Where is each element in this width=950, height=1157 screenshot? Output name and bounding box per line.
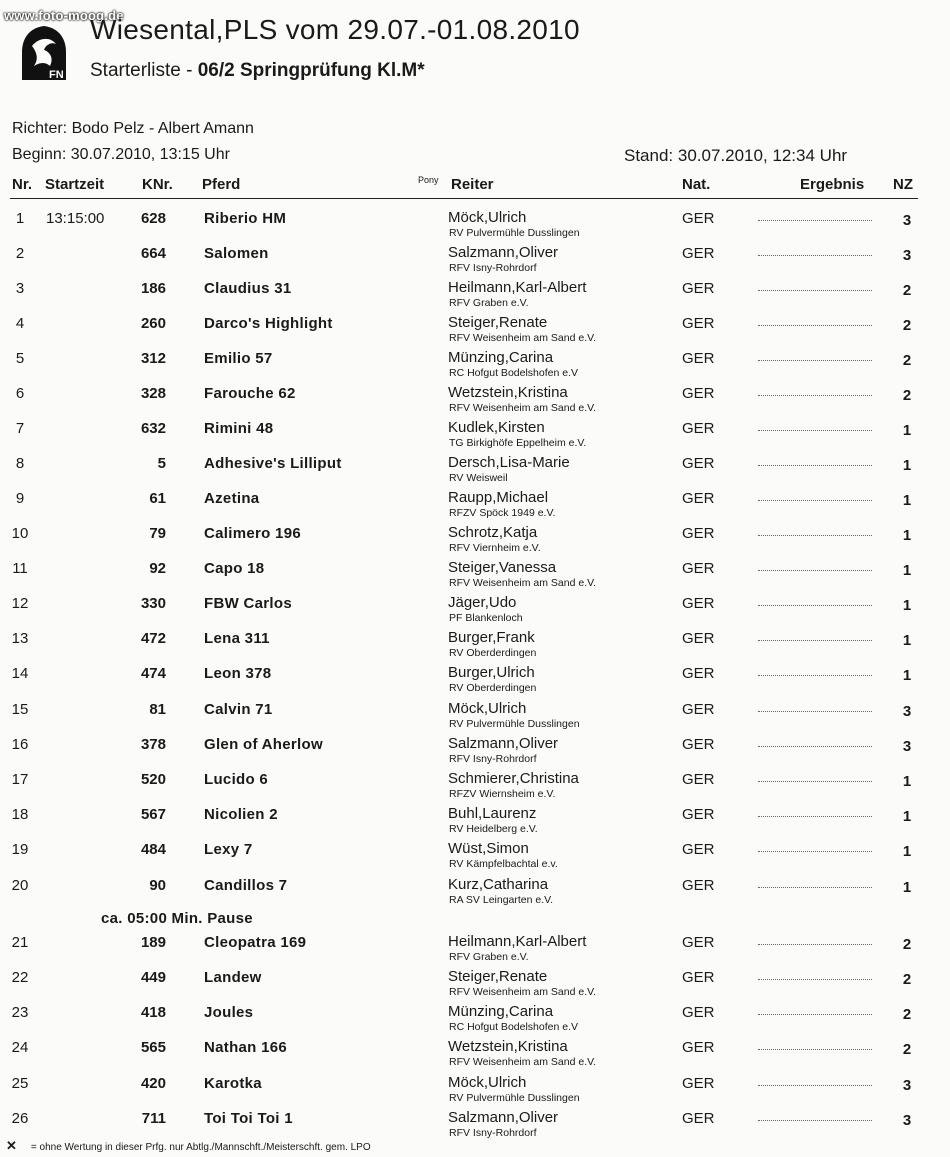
row-number: 1 — [15, 210, 25, 227]
row-club-name: RV Pulvermühle Dusslingen — [449, 1092, 580, 1104]
row-number: 10 — [11, 525, 29, 542]
row-nationality: GER — [682, 560, 715, 577]
row-club-name: RV Heidelberg e.V. — [449, 823, 538, 835]
table-row — [0, 420, 950, 456]
judges-line: Richter: Bodo Pelz - Albert Amann — [12, 120, 254, 137]
row-nz: 3 — [902, 1112, 912, 1129]
row-club-name: RFV Isny-Rohrdorf — [449, 1127, 537, 1139]
row-horse-name: Salomen — [204, 245, 269, 262]
row-horse-name: Emilio 57 — [204, 350, 273, 367]
row-head-number: 330 — [140, 595, 166, 612]
row-head-number: 5 — [157, 455, 166, 472]
subtitle-prefix: Starterliste - — [90, 60, 198, 81]
row-horse-name: Candillos 7 — [204, 877, 288, 894]
row-head-number: 565 — [140, 1039, 166, 1056]
row-result-field — [758, 640, 872, 641]
row-head-number: 312 — [140, 350, 166, 367]
row-horse-name: Karotka — [204, 1075, 262, 1092]
row-nz: 2 — [902, 936, 912, 953]
row-number: 5 — [15, 350, 25, 367]
row-number: 6 — [15, 385, 25, 402]
row-nz: 1 — [902, 667, 912, 684]
row-nz: 2 — [902, 1041, 912, 1058]
row-head-number: 378 — [140, 736, 166, 753]
col-header-nz: NZ — [893, 176, 913, 193]
row-horse-name: Adhesive's Lilliput — [204, 455, 342, 472]
table-row — [0, 630, 950, 666]
row-number: 18 — [11, 806, 29, 823]
row-rider-name: Burger,Frank — [448, 629, 535, 646]
row-nationality: GER — [682, 350, 715, 367]
row-horse-name: Claudius 31 — [204, 280, 292, 297]
row-rider-name: Möck,Ulrich — [448, 700, 527, 717]
row-number: 20 — [11, 877, 29, 894]
table-row — [0, 934, 950, 970]
row-number: 14 — [11, 665, 29, 682]
footer-note — [6, 1138, 371, 1154]
row-result-field — [758, 781, 872, 782]
row-number: 24 — [11, 1039, 29, 1056]
row-number: 22 — [11, 969, 29, 986]
row-number: 7 — [15, 420, 25, 437]
row-rider-name: Salzmann,Oliver — [448, 244, 559, 261]
row-head-number: 449 — [140, 969, 166, 986]
row-rider-name: Heilmann,Karl-Albert — [448, 933, 587, 950]
row-rider-name: Burger,Ulrich — [448, 664, 535, 681]
row-nationality: GER — [682, 315, 715, 332]
col-header-reiter: Reiter — [451, 176, 494, 193]
row-nationality: GER — [682, 701, 715, 718]
row-horse-name: Rimini 48 — [204, 420, 274, 437]
row-head-number: 61 — [149, 490, 166, 507]
row-nz: 1 — [902, 879, 912, 896]
row-rider-name: Kurz,Catharina — [448, 876, 549, 893]
row-club-name: TG Birkighöfe Eppelheim e.V. — [449, 437, 587, 449]
row-result-field — [758, 746, 872, 747]
row-rider-name: Möck,Ulrich — [448, 209, 527, 226]
row-head-number: 79 — [149, 525, 166, 542]
row-nz: 1 — [902, 562, 912, 579]
row-nz: 2 — [902, 971, 912, 988]
row-result-field — [758, 290, 872, 291]
row-rider-name: Wetzstein,Kristina — [448, 1038, 568, 1055]
row-rider-name: Salzmann,Oliver — [448, 1109, 559, 1126]
row-horse-name: Riberio HM — [204, 210, 287, 227]
row-club-name: RFZV Spöck 1949 e.V. — [449, 507, 556, 519]
row-rider-name: Wetzstein,Kristina — [448, 384, 568, 401]
row-nationality: GER — [682, 210, 715, 227]
row-rider-name: Schmierer,Christina — [448, 770, 579, 787]
col-header-knr: KNr. — [142, 176, 173, 193]
row-head-number: 472 — [140, 630, 166, 647]
row-nz: 2 — [902, 317, 912, 334]
row-rider-name: Buhl,Laurenz — [448, 805, 537, 822]
table-row — [0, 315, 950, 351]
row-number: 21 — [11, 934, 29, 951]
row-result-field — [758, 1120, 872, 1121]
row-club-name: PF Blankenloch — [449, 612, 523, 624]
row-horse-name: Nicolien 2 — [204, 806, 278, 823]
row-rider-name: Dersch,Lisa-Marie — [448, 454, 570, 471]
row-nationality: GER — [682, 1075, 715, 1092]
row-nz: 3 — [902, 247, 912, 264]
row-nz: 3 — [902, 738, 912, 755]
table-row — [0, 1075, 950, 1111]
row-head-number: 260 — [140, 315, 166, 332]
table-row — [0, 1039, 950, 1075]
row-nz: 1 — [902, 773, 912, 790]
row-number: 16 — [11, 736, 29, 753]
table-row — [0, 490, 950, 526]
table-row — [0, 385, 950, 421]
row-head-number: 484 — [140, 841, 166, 858]
watermark: www.foto-moog.de — [4, 8, 124, 23]
row-number: 9 — [15, 490, 25, 507]
row-nz: 1 — [902, 632, 912, 649]
footer-text: = ohne Wertung in dieser Prfg. nur Abtlg./Mannschft./Meisterschft. gem. LPO — [30, 1142, 371, 1153]
row-nationality: GER — [682, 771, 715, 788]
table-row — [0, 841, 950, 877]
row-horse-name: Calimero 196 — [204, 525, 301, 542]
row-result-field — [758, 220, 872, 221]
row-rider-name: Steiger,Vanessa — [448, 559, 557, 576]
row-rider-name: Heilmann,Karl-Albert — [448, 279, 587, 296]
row-club-name: RV Weisweil — [449, 472, 508, 484]
row-nz: 2 — [902, 387, 912, 404]
row-horse-name: Calvin 71 — [204, 701, 273, 718]
row-rider-name: Münzing,Carina — [448, 1003, 554, 1020]
row-nz: 1 — [902, 492, 912, 509]
row-club-name: RFV Graben e.V. — [449, 951, 529, 963]
row-head-number: 632 — [140, 420, 166, 437]
row-horse-name: Nathan 166 — [204, 1039, 288, 1056]
row-rider-name: Jäger,Udo — [448, 594, 517, 611]
start-time-line: Beginn: 30.07.2010, 13:15 Uhr — [12, 146, 230, 163]
row-result-field — [758, 325, 872, 326]
row-nationality: GER — [682, 1039, 715, 1056]
row-nz: 1 — [902, 527, 912, 544]
row-nz: 1 — [902, 843, 912, 860]
row-nationality: GER — [682, 665, 715, 682]
row-head-number: 628 — [140, 210, 166, 227]
row-horse-name: Lexy 7 — [204, 841, 253, 858]
row-club-name: RFV Isny-Rohrdorf — [449, 753, 537, 765]
row-result-field — [758, 570, 872, 571]
row-rider-name: Steiger,Renate — [448, 968, 548, 985]
row-nz: 2 — [902, 282, 912, 299]
row-nz: 3 — [902, 1077, 912, 1094]
row-number: 15 — [11, 701, 29, 718]
row-result-field — [758, 816, 872, 817]
row-nz: 1 — [902, 808, 912, 825]
row-nationality: GER — [682, 420, 715, 437]
row-number: 19 — [11, 841, 29, 858]
exclusion-icon: ✕ — [6, 1138, 17, 1153]
table-row — [0, 350, 950, 386]
row-result-field — [758, 500, 872, 501]
row-nationality: GER — [682, 736, 715, 753]
row-result-field — [758, 430, 872, 431]
row-club-name: RFV Viernheim e.V. — [449, 542, 541, 554]
row-nationality: GER — [682, 455, 715, 472]
row-result-field — [758, 851, 872, 852]
row-head-number: 420 — [140, 1075, 166, 1092]
row-result-field — [758, 360, 872, 361]
row-number: 13 — [11, 630, 29, 647]
row-head-number: 189 — [140, 934, 166, 951]
row-horse-name: Lucido 6 — [204, 771, 269, 788]
row-nationality: GER — [682, 934, 715, 951]
row-nationality: GER — [682, 877, 715, 894]
table-row — [0, 210, 950, 246]
row-nz: 2 — [902, 1006, 912, 1023]
row-result-field — [758, 711, 872, 712]
table-row — [0, 455, 950, 491]
row-club-name: RFZV Wiernsheim e.V. — [449, 788, 556, 800]
row-number: 12 — [11, 595, 29, 612]
row-club-name: RV Pulvermühle Dusslingen — [449, 227, 580, 239]
row-result-field — [758, 1085, 872, 1086]
row-result-field — [758, 944, 872, 945]
row-club-name: RV Kämpfelbachtal e.v. — [449, 858, 558, 870]
row-result-field — [758, 535, 872, 536]
page-title: Wiesental,PLS vom 29.07.-01.08.2010 — [90, 14, 580, 45]
row-club-name: RFV Weisenheim am Sand e.V. — [449, 402, 597, 414]
row-nationality: GER — [682, 525, 715, 542]
row-horse-name: Farouche 62 — [204, 385, 296, 402]
col-header-nat: Nat. — [682, 176, 711, 193]
table-row — [0, 595, 950, 631]
table-row — [0, 525, 950, 561]
table-row — [0, 560, 950, 596]
table-row — [0, 1004, 950, 1040]
subtitle-competition: 06/2 Springprüfung Kl.M* — [197, 60, 425, 81]
row-nationality: GER — [682, 630, 715, 647]
row-rider-name: Möck,Ulrich — [448, 1074, 527, 1091]
table-row — [0, 877, 950, 913]
logo-text: FN — [49, 69, 64, 81]
row-nz: 3 — [902, 212, 912, 229]
row-nz: 3 — [902, 703, 912, 720]
table-row — [0, 771, 950, 807]
row-rider-name: Raupp,Michael — [448, 489, 549, 506]
col-header-ergebnis: Ergebnis — [800, 176, 865, 193]
row-horse-name: Landew — [204, 969, 262, 986]
row-result-field — [758, 605, 872, 606]
row-nationality: GER — [682, 1004, 715, 1021]
row-nationality: GER — [682, 1110, 715, 1127]
row-horse-name: Toi Toi Toi 1 — [204, 1110, 293, 1127]
row-horse-name: Glen of Aherlow — [204, 736, 323, 753]
row-number: 26 — [11, 1110, 29, 1127]
row-horse-name: Darco's Highlight — [204, 315, 333, 332]
row-result-field — [758, 395, 872, 396]
table-row — [0, 701, 950, 737]
row-horse-name: Cleopatra 169 — [204, 934, 307, 951]
row-head-number: 81 — [149, 701, 166, 718]
row-nationality: GER — [682, 245, 715, 262]
row-number: 8 — [15, 455, 25, 472]
row-club-name: RV Oberderdingen — [449, 647, 537, 659]
row-nz: 1 — [902, 457, 912, 474]
row-horse-name: Azetina — [204, 490, 260, 507]
row-head-number: 186 — [140, 280, 166, 297]
row-horse-name: Joules — [204, 1004, 254, 1021]
row-head-number: 90 — [149, 877, 166, 894]
row-head-number: 567 — [140, 806, 166, 823]
row-nationality: GER — [682, 385, 715, 402]
row-horse-name: Leon 378 — [204, 665, 272, 682]
row-nationality: GER — [682, 806, 715, 823]
row-nationality: GER — [682, 595, 715, 612]
row-horse-name: FBW Carlos — [204, 595, 293, 612]
table-row — [0, 806, 950, 842]
row-head-number: 664 — [140, 245, 166, 262]
table-row — [0, 969, 950, 1005]
row-head-number: 474 — [140, 665, 166, 682]
row-number: 17 — [11, 771, 29, 788]
row-number: 23 — [11, 1004, 29, 1021]
row-club-name: RA SV Leingarten e.V. — [449, 894, 554, 906]
row-number: 11 — [12, 560, 28, 577]
row-club-name: RFV Weisenheim am Sand e.V. — [449, 577, 597, 589]
row-number: 4 — [15, 315, 25, 332]
col-header-nr: Nr. — [12, 176, 33, 193]
row-number: 3 — [15, 280, 25, 297]
table-row — [0, 665, 950, 701]
col-header-startzeit: Startzeit — [45, 176, 105, 193]
row-result-field — [758, 675, 872, 676]
row-start-time: 13:15:00 — [46, 210, 105, 227]
table-row — [0, 736, 950, 772]
row-nationality: GER — [682, 969, 715, 986]
row-nationality: GER — [682, 841, 715, 858]
row-head-number: 92 — [149, 560, 166, 577]
row-result-field — [758, 465, 872, 466]
row-nz: 1 — [902, 422, 912, 439]
pause-note: ca. 05:00 Min. Pause — [101, 910, 253, 927]
row-rider-name: Wüst,Simon — [448, 840, 529, 857]
row-rider-name: Salzmann,Oliver — [448, 735, 559, 752]
row-result-field — [758, 887, 872, 888]
row-result-field — [758, 979, 872, 980]
table-row — [0, 245, 950, 281]
row-club-name: RFV Weisenheim am Sand e.V. — [449, 986, 597, 998]
row-nationality: GER — [682, 490, 715, 507]
row-head-number: 711 — [141, 1110, 166, 1127]
row-club-name: RFV Weisenheim am Sand e.V. — [449, 332, 597, 344]
row-rider-name: Münzing,Carina — [448, 349, 554, 366]
row-head-number: 328 — [140, 385, 166, 402]
row-result-field — [758, 255, 872, 256]
row-rider-name: Steiger,Renate — [448, 314, 548, 331]
status-date-line: Stand: 30.07.2010, 12:34 Uhr — [624, 146, 848, 165]
row-club-name: RC Hofgut Bodelshofen e.V — [449, 1021, 578, 1033]
row-nz: 2 — [902, 352, 912, 369]
row-number: 2 — [15, 245, 25, 262]
row-horse-name: Capo 18 — [204, 560, 265, 577]
row-result-field — [758, 1049, 872, 1050]
row-club-name: RFV Graben e.V. — [449, 297, 529, 309]
row-rider-name: Schrotz,Katja — [448, 524, 538, 541]
table-row — [0, 280, 950, 316]
row-club-name: RV Pulvermühle Dusslingen — [449, 718, 580, 730]
row-horse-name: Lena 311 — [204, 630, 270, 647]
row-head-number: 418 — [140, 1004, 166, 1021]
col-header-pony: Pony — [418, 175, 439, 185]
col-header-pferd: Pferd — [202, 176, 241, 193]
row-club-name: RFV Weisenheim am Sand e.V. — [449, 1056, 597, 1068]
row-head-number: 520 — [140, 771, 166, 788]
row-result-field — [758, 1014, 872, 1015]
row-nationality: GER — [682, 280, 715, 297]
row-rider-name: Kudlek,Kirsten — [448, 419, 545, 436]
row-number: 25 — [11, 1075, 29, 1092]
row-club-name: RV Oberderdingen — [449, 682, 537, 694]
row-club-name: RFV Isny-Rohrdorf — [449, 262, 537, 274]
row-nz: 1 — [902, 597, 912, 614]
row-club-name: RC Hofgut Bodelshofen e.V — [449, 367, 578, 379]
